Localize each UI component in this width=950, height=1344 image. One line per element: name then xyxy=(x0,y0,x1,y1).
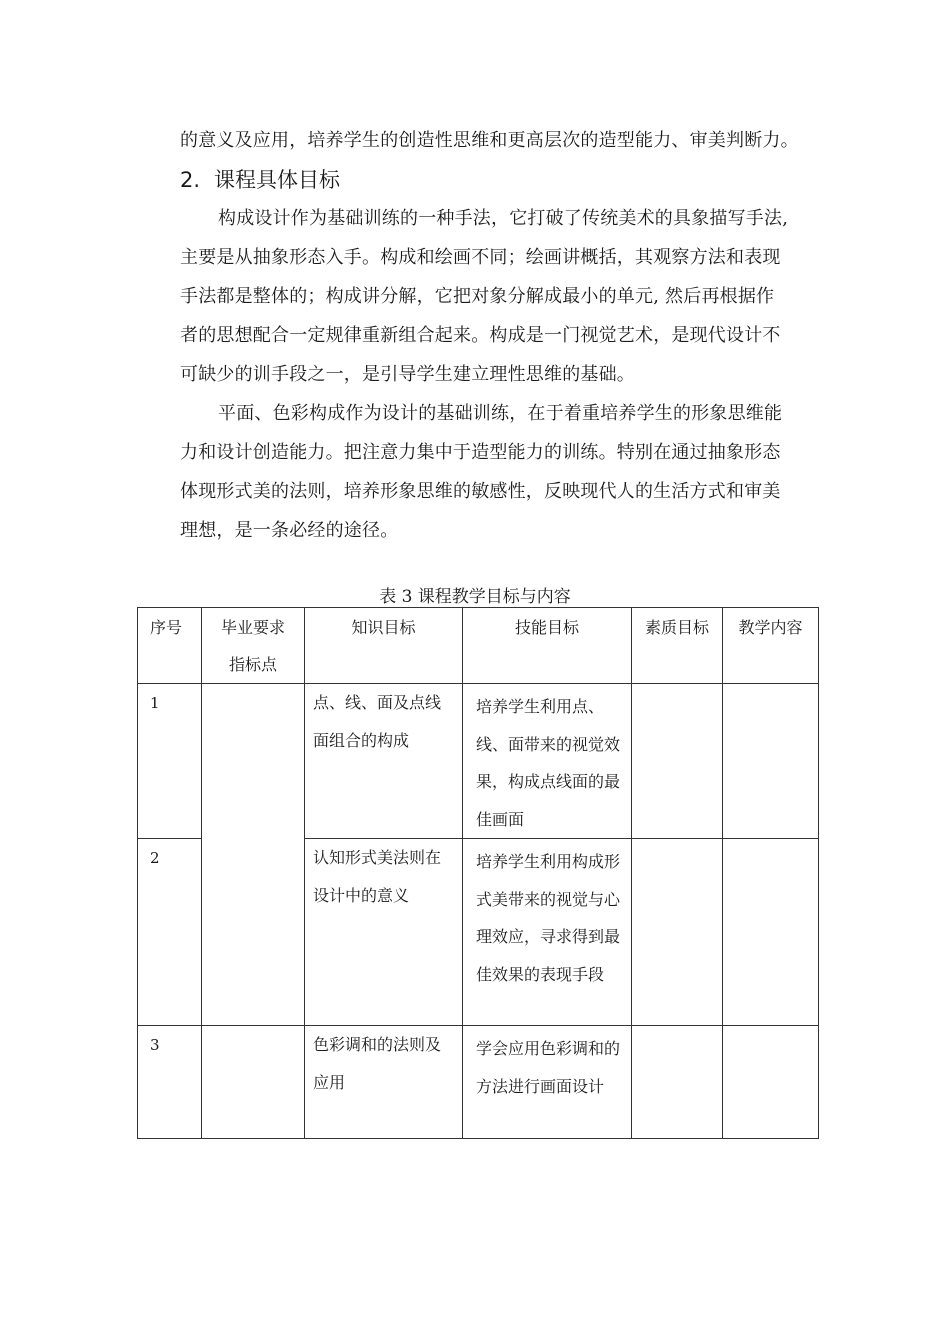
row-number-cell: 3 xyxy=(138,1026,202,1139)
quality-goal-cell xyxy=(632,839,723,1026)
paragraph-line: 理想，是一条必经的途径。 xyxy=(180,520,399,541)
paragraph-line: 体现形式美的法则，培养形象思维的敏感性，反映现代人的生活方式和审美 xyxy=(180,481,781,502)
paragraph-line: 平面、色彩构成作为设计的基础训练，在于着重培养学生的形象思维能 xyxy=(218,403,783,424)
quality-goal-cell xyxy=(632,1026,723,1139)
paragraph-line: 的意义及应用，培养学生的创造性思维和更高层次的造型能力、审美判断力。 xyxy=(180,130,799,151)
teaching-content-cell xyxy=(723,839,819,1026)
paragraph-line: 构成设计作为基础训练的一种手法，它打破了传统美术的具象描写手法, xyxy=(218,208,789,229)
section-heading xyxy=(180,166,340,194)
table-row xyxy=(138,684,819,839)
quality-goal-cell xyxy=(632,684,723,839)
graduation-indicator-cell xyxy=(202,1026,305,1139)
teaching-content-cell xyxy=(723,1026,819,1139)
knowledge-goal-cell: 色彩调和的法则及应用 xyxy=(305,1026,463,1139)
paragraph-line: 者的思想配合一定规律重新组合起来。构成是一门视觉艺术，是现代设计不 xyxy=(180,325,781,346)
column-header: 教学内容 xyxy=(723,608,819,684)
teaching-content-cell xyxy=(723,684,819,839)
skill-goal-cell: 学会应用色彩调和的方法进行画面设计 xyxy=(463,1026,632,1139)
table-row xyxy=(138,1026,819,1139)
paragraph-line: 主要是从抽象形态入手。构成和绘画不同；绘画讲概括，其观察方法和表现 xyxy=(180,247,781,268)
paragraph-line: 可缺少的训手段之一，是引导学生建立理性思维的基础。 xyxy=(180,364,635,385)
graduation-indicator-cell xyxy=(202,684,305,1026)
table-header-row xyxy=(138,608,819,684)
knowledge-goal-cell: 认知形式美法则在设计中的意义 xyxy=(305,839,463,1026)
paragraph-line: 手法都是整体的；构成讲分解，它把对象分解成最小的单元, 然后再根据作 xyxy=(180,286,775,307)
course-goals-table xyxy=(137,607,819,1139)
column-header: 知识目标 xyxy=(305,608,463,684)
row-number-cell: 1 xyxy=(138,684,202,839)
column-header: 技能目标 xyxy=(463,608,632,684)
column-header: 序号 xyxy=(138,608,202,684)
column-header: 毕业要求指标点 xyxy=(202,608,305,684)
column-header: 素质目标 xyxy=(632,608,723,684)
table-caption: 表 3 课程教学目标与内容 xyxy=(379,587,571,607)
row-number-cell: 2 xyxy=(138,839,202,1026)
knowledge-goal-cell: 点、线、面及点线面组合的构成 xyxy=(305,684,463,839)
skill-goal-cell: 培养学生利用点、线、面带来的视觉效果，构成点线面的最佳画面 xyxy=(463,684,632,839)
section-number: 2. xyxy=(180,168,201,192)
skill-goal-cell: 培养学生利用构成形式美带来的视觉与心理效应，寻求得到最佳效果的表现手段 xyxy=(463,839,632,1026)
paragraph-line: 力和设计创造能力。把注意力集中于造型能力的训练。特别在通过抽象形态 xyxy=(180,442,781,463)
section-title: 课程具体目标 xyxy=(214,168,341,192)
